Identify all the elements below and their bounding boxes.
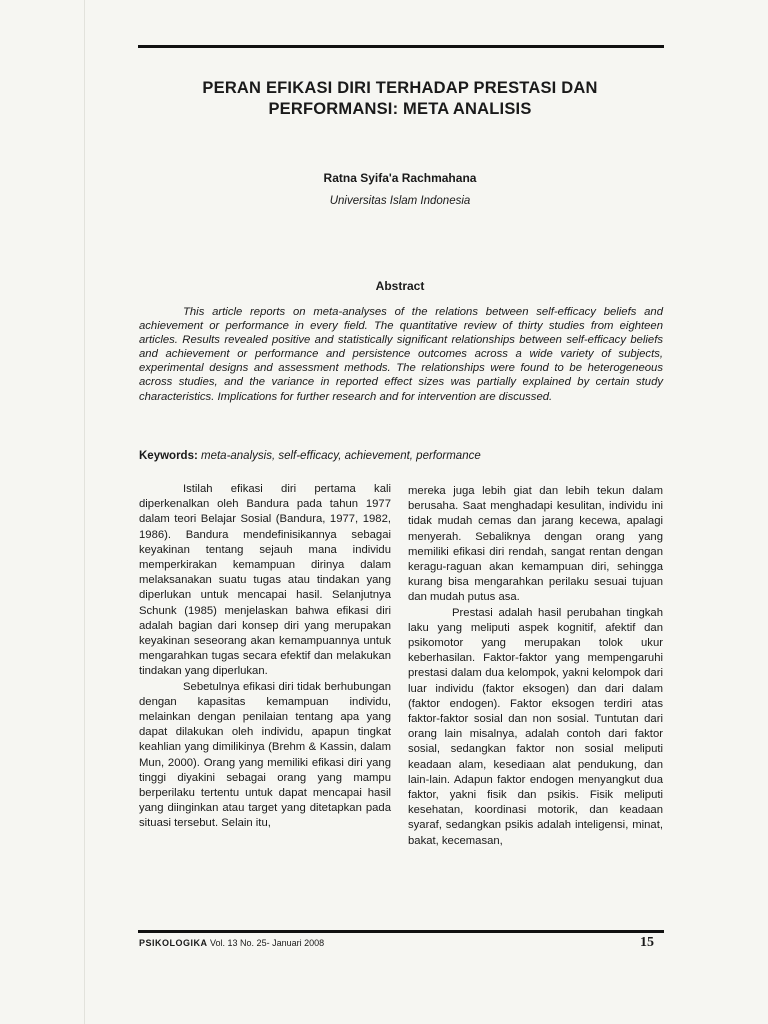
paper-title [140,78,660,120]
body-paragraph: Sebetulnya efikasi diri tidak berhubungan dengan kapasitas kemampuan individu, melainkan dengan penilaian tentang apa yang dapat dilakukan oleh individu, apapun tingkat keahlian yang dimilikinya (Brehm & Kassin, dalam Mun, 2000). Orang yang memiliki efikasi diri yang tinggi diyakini sebagai orang yang mampu berperilaku tertentu untuk dapat mencapai hasil yang diinginkan atau target yang ditetapkan pada situasi tersebut. Selain itu, [139,680,391,830]
journal-name: PSIKOLOGIKA [139,938,208,948]
title-line-1: PERAN EFIKASI DIRI TERHADAP PRESTASI DAN [202,79,598,97]
footer-citation [139,938,324,948]
body-column-left [139,482,391,832]
abstract-text: This article reports on meta-analyses of the relations between self-efficacy beliefs and achievement or performance in every field. The quantitative review of thirty studies from eighteen articles. Results revealed positive and statistically significant relationships between self-efficacy beliefs and achievement or performance and persistence outcomes across a wide variety of subjects, experimental designs and assessment methods. The relationships were found to be heterogeneous across studies, and the variance in reported effect sizes was partially explained by certain study characteristics. Implications for further research and for intervention are discussed. [139,306,663,403]
keywords-label: Keywords: [139,450,198,462]
body-paragraph: Istilah efikasi diri pertama kali diperkenalkan oleh Bandura pada tahun 1977 dalam teori Belajar Sosial (Bandura, 1977, 1982, 1986). Bandura mendefinisikannya sebagai keyakinan tentang sejauh mana individu memperkirakan kemampuan dirinya dalam melaksanakan suatu tugas atau tindakan yang diperlukan untuk mencapai hasil. Selanjutnya Schunk (1985) menjelaskan bahwa efikasi diri adalah bagian dari konsep diri yang merupakan keyakinan seseorang akan kemampuannya untuk mengarahkan tugas secara efektif dan melakukan tindakan yang diperlukan. [139,483,391,678]
body-paragraph: Prestasi adalah hasil perubahan tingkah laku yang meliputi aspek kognitif, afektif dan psikomotor yang merupakan tolok ukur keberhasilan. Faktor-faktor yang mempengaruhi prestasi dalam dua kelompok, yakni kelompok dari luar individu (faktor eksogen) dan dari dalam (faktor endogen). Faktor eksogen terdiri atas faktor-faktor sosial dan non sosial. Tuntutan dari orang lain misalnya, adalah contoh dari faktor sosial, sedangkan faktor non sosial meliputi keadaan alam, kesediaan alat pendukung, dan lain-lain. Adapun faktor endogen menyangkut dua faktor, yakni fisik dan psikis. Fisik meliputi kesehatan, koordinasi motorik, dan keadaan syaraf, sedangkan psikis adalah inteligensi, minat, bakat, kecemasan, [408,606,663,847]
author-name: Ratna Syifa'a Rachmahana [323,171,477,185]
journal-issue: Vol. 13 No. 25- Januari 2008 [210,938,325,948]
footer-rule [138,930,664,933]
header-rule [138,45,664,48]
body-paragraph: mereka juga lebih giat dan lebih tekun dalam berusaha. Saat menghadapi kesulitan, individu ini tidak mudah cemas dan jarang kecewa, apalagi menyerah. Sebaliknya dengan orang yang memiliki efikasi diri rendah, sangat rentan dengan keragu-raguan akan kemampuan diri, sehingga kurang bisa mengarahkan perilaku sesuai tujuan dan mudah putus asa. [408,485,663,604]
author-affiliation: Universitas Islam Indonesia [329,195,471,207]
title-line-2: PERFORMANSI: META ANALISIS [268,100,532,118]
keywords-text: meta-analysis, self-efficacy, achievement, performance [201,450,481,462]
keywords [139,450,663,462]
abstract-heading: Abstract [375,279,425,293]
scan-edge-line [84,0,85,1024]
body-column-right [408,484,663,849]
page-number: 15 [640,935,654,950]
